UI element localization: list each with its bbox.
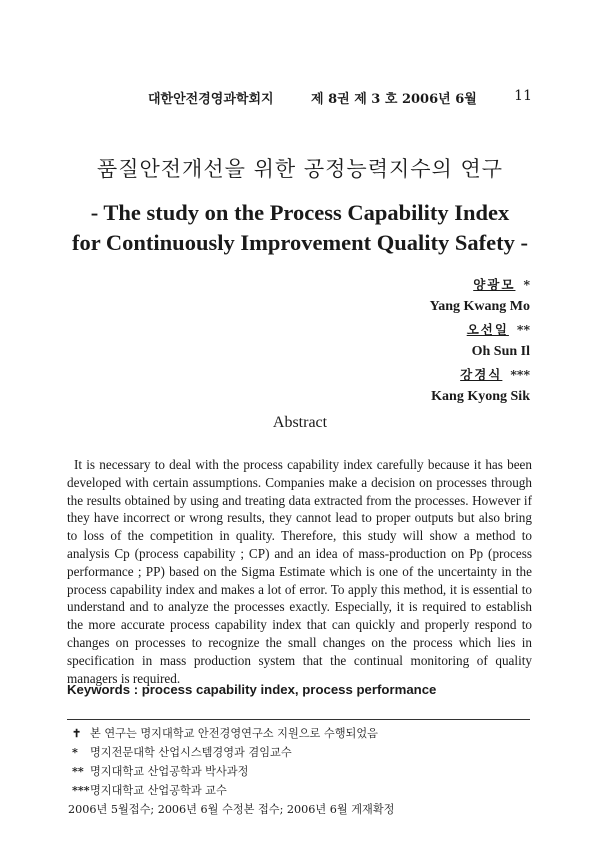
footnote-author-1 bbox=[72, 743, 532, 762]
journal-name: 대한안전경영과학회지 bbox=[148, 92, 274, 107]
abstract-body: It is necessary to deal with the process capability index carefully because it has been developed with certain assumptions. Companies make a decision on processes through the results obtained by using and treating data extracted from the processes. However if they have incorrect or wrong results, they cannot lead to proper outputs but also bring to loss of the competition in quality. Therefore, this study will show a method to analysis Cp (process capability ; CP) and an idea of mass-production on Pp (process performance ; PP) based on the Sigma Estimate which is one of the uncertainty in the process capability index and makes a lot of error. To apply this method, it is essential to understand and to analyze the processes exactly. Especially, it is required to establish the more accurate process capability index that can quickly and properly respond to changes on processes to recognize the small changes on the process which lies in specification in mass production system that the continual monitoring of quality managers is required. bbox=[67, 457, 532, 686]
page-number: 11 bbox=[514, 88, 532, 104]
footnote-text: 명지대학교 산업공학과 교수 bbox=[90, 784, 227, 797]
footnote-text: 본 연구는 명지대학교 안전경영연구소 지원으로 수행되었음 bbox=[90, 727, 378, 740]
footnote-mark: *** bbox=[72, 783, 90, 797]
footnote-mark: * bbox=[72, 745, 78, 759]
author-3-korean-name: 강경식 bbox=[460, 366, 503, 382]
english-title-line-1: - The study on the Process Capability Index bbox=[90, 200, 510, 225]
footnote-author-3 bbox=[72, 781, 532, 800]
footnote-text: 명지전문대학 산업시스템경영과 겸임교수 bbox=[90, 746, 292, 759]
footnotes bbox=[68, 724, 532, 819]
author-2-korean bbox=[430, 319, 530, 341]
author-3-mark: *** bbox=[510, 366, 530, 382]
english-title bbox=[0, 198, 600, 258]
footnote-divider bbox=[67, 719, 530, 720]
footnote-text: 명지대학교 산업공학과 박사과정 bbox=[90, 765, 249, 778]
author-2-korean-name: 오선일 bbox=[466, 321, 509, 337]
author-1-mark: * bbox=[523, 277, 530, 292]
english-title-line-2: for Continuously Improvement Quality Safety - bbox=[71, 230, 529, 255]
author-2-english: Oh Sun Il bbox=[471, 344, 530, 360]
author-3-korean bbox=[430, 364, 530, 386]
author-1-korean-name: 양광모 bbox=[473, 277, 516, 292]
author-3-english: Kang Kyong Sik bbox=[431, 389, 530, 405]
footnote-mark: ** bbox=[72, 764, 84, 778]
author-1-korean bbox=[430, 274, 530, 296]
keywords: Keywords : process capability index, process performance bbox=[67, 682, 437, 697]
author-2-mark: ** bbox=[516, 321, 530, 337]
korean-title: 품질안전개선을 위한 공정능력지수의 연구 bbox=[96, 157, 504, 181]
author-1-english: Yang Kwang Mo bbox=[429, 299, 530, 315]
author-block bbox=[430, 274, 530, 408]
footnote-author-2 bbox=[72, 762, 532, 781]
footnote-mark: ✝ bbox=[72, 726, 82, 740]
abstract-heading: Abstract bbox=[272, 414, 328, 431]
submission-dates: 2006년 5월접수; 2006년 6월 수정본 접수; 2006년 6월 게재확정 bbox=[68, 803, 395, 816]
footnote-funding bbox=[72, 724, 532, 743]
issue-info: 제 8권 제 3 호 2006년 6월 bbox=[311, 92, 477, 107]
